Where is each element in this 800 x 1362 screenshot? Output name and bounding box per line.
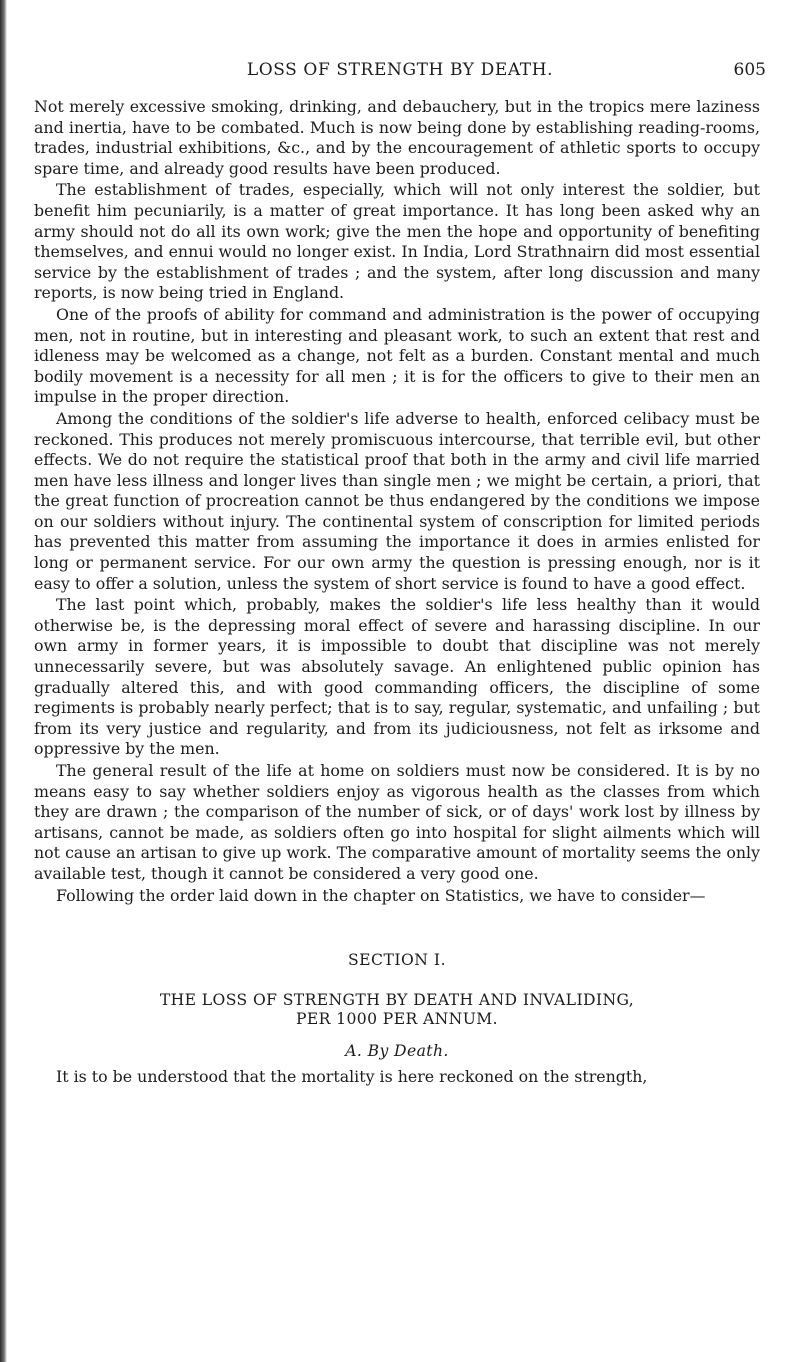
paragraph: The establishment of trades, especially, which will not only interest the soldier, but benefit him pecuniarily, is a matter of great importance. It has long been asked why an army should not do all its own work; give the men the hope and opportunity of benefiting themselves, and ennui would no longer exist. In India, Lord Strathnairn did most essential service by the establishment of trades ; and the system, after long discussion and many reports, is now being tried in England. bbox=[34, 180, 760, 303]
paragraph: The general result of the life at home on soldiers must now be considered. It is by no means easy to say whether soldiers enjoy as vigorous health as the classes from which they are drawn ; the comparison of the number of sick, or of days' work lost by illness by artisans, cannot be made, as soldiers often go into hospital for slight ailments which will not cause an artisan to give up work. The comparative amount of mortality seems the only available test, though it cannot be considered a very good one. bbox=[34, 761, 760, 883]
paragraph: Among the conditions of the soldier's life adverse to health, enforced celibacy must be reckoned. This produces not merely promiscuous intercourse, that terrible evil, but other effects. We do not require the statistical proof that both in the army and civil life married men have less illness and longer lives than single men ; we might be certain, a priori, that the great function of procreation cannot be thus endangered by the conditions we impose on our soldiers without injury. The continental system of conscription for limited periods has prevented this matter from assuming the importance it does in armies enlisted for long or permanent service. For our own army the question is pressing enough, nor is it easy to offer a solution, unless the system of short service is found to have a good effect. bbox=[34, 408, 760, 593]
paragraph: Not merely excessive smoking, drinking, and debauchery, but in the tropics mere laziness and inertia, have to be combated. Much is now being done by establishing reading-rooms, trades, industrial exhibitions, &c., and by the encouragement of athletic sports to occupy spare time, and already good results have been produced. bbox=[34, 97, 760, 178]
page-binding-edge bbox=[0, 0, 7, 1362]
section-heading: SECTION I. bbox=[347, 951, 447, 970]
section-title bbox=[34, 991, 760, 1029]
page-body bbox=[34, 97, 760, 1088]
paragraph: One of the proofs of ability for command and administration is the power of occupying men, not in routine, but in interesting and pleasant work, to such an extent that rest and idleness may be welcomed as a change, not felt as a burden. Constant mental and much bodily movement is a necessity for all men ; it is for the officers to give to their men an impulse in the proper direction. bbox=[34, 304, 760, 407]
paragraph: It is to be understood that the mortality is here reckoned on the strength, bbox=[56, 1067, 648, 1087]
subsection-heading: A. By Death. bbox=[345, 1041, 449, 1060]
paragraph: Following the order laid down in the chapter on Statistics, we have to consider— bbox=[56, 885, 706, 905]
page-header bbox=[0, 60, 800, 84]
running-title: LOSS OF STRENGTH BY DEATH. bbox=[246, 60, 554, 80]
paragraph: The last point which, probably, makes the soldier's life less healthy than it would otherwise be, is the depressing moral effect of severe and harassing discipline. In our own army in former years, it is impossible to doubt that discipline was not merely unnecessarily severe, but was absolutely savage. An enlightened public opinion has gradually altered this, and with good commanding officers, the discipline of some regiments is probably nearly perfect; that is to say, regular, systematic, and unfailing ; but from its very justice and regularity, and from its judiciousness, not felt as irksome and oppressive by the men. bbox=[34, 595, 760, 759]
page-number: 605 bbox=[733, 60, 766, 80]
section-title-line: THE LOSS OF STRENGTH BY DEATH AND INVALIDING, bbox=[159, 990, 635, 1009]
section-title-line: PER 1000 PER ANNUM. bbox=[295, 1009, 498, 1028]
